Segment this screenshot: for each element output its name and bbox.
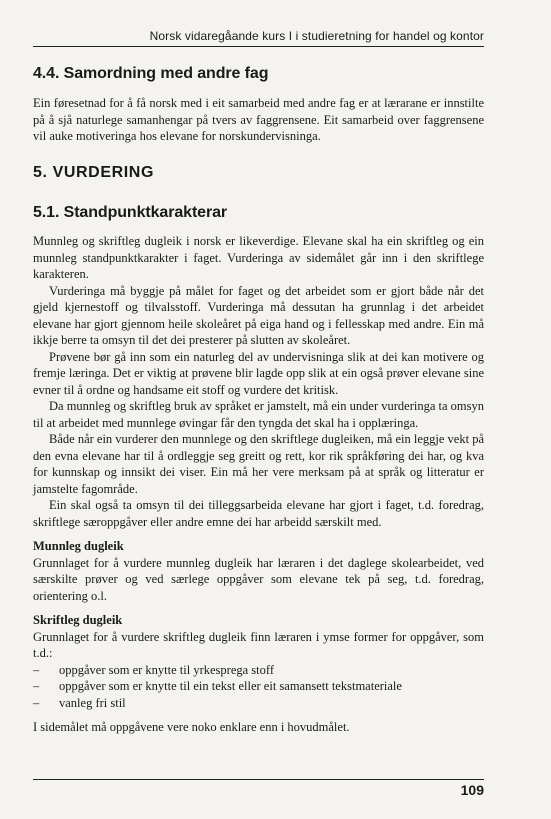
skriftleg-subheading: Skriftleg dugleik xyxy=(33,613,123,627)
paragraph: Både når ein vurderer den munnlege og den skriftlege dugleiken, må ein leggje vekt på den evna elevane har til å ordleggje seg greitt og rett, kor rik språkføring dei har, og kva for kunnskap og innsikt dei viser. Ein må her vere merksam på at språk og litteratur er jamstelte fagområde. xyxy=(33,432,484,496)
list-item: – oppgåver som er knytte til ein tekst eller eit samansett tekstmateriale xyxy=(33,679,402,693)
list-item: – vanleg fri stil xyxy=(33,695,126,710)
paragraph: Munnleg og skriftleg dugleik i norsk er likeverdige. Elevane skal ha ein skriftleg og ein munnleg standpunktkarakter i faget. Vurderinga av sidemålet går inn i den skriftlege karakteren. xyxy=(33,234,484,281)
header-rule xyxy=(33,46,484,47)
section-5-heading: 5. VURDERING xyxy=(33,164,154,181)
section-4-4-heading: 4.4. Samordning med andre fag xyxy=(33,65,269,82)
section-4-4-paragraph: Ein føresetnad for å få norsk med i eit samarbeid med andre fag er at lærarane er innstilte på å sjå naturlege samanhengar på tvers av faggrensene. Eit samarbeid over faggrensene vil auke motiveringa hos elevane for norskundervisninga. xyxy=(33,96,484,143)
paragraph: Ein skal også ta omsyn til dei tilleggsarbeida elevane har gjort i faget, t.d. foredrag, skriftlege særoppgåver eller andre emne dei har arbeidd særskilt med. xyxy=(33,498,484,529)
running-header: Norsk vidaregåande kurs I i studieretning for handel og kontor xyxy=(149,29,484,43)
footer-rule xyxy=(33,779,484,780)
list-item: – oppgåver som er knytte til yrkespregа stoff xyxy=(33,662,274,677)
closing-paragraph: I sidemålet må oppgåvene vere noko enklare enn i hovudmålet. xyxy=(33,720,350,734)
paragraph: Vurderinga må byggje på målet for faget og det arbeidet som er gjort både når det gjeld kjernestoff og tilvalsstoff. Vurderinga må dessutan ha grunnlag i det arbeidet elevane har gjort gjennom heile skoleåret på eiga hand og i fellesskap med andre. Ein må ikkje berre ta omsyn til det dei presterer på slutten av skoleåret. xyxy=(33,283,484,347)
section-5-1-heading: 5.1. Standpunktkarakterar xyxy=(33,204,228,221)
munnleg-paragraph: Grunnlaget for å vurdere munnleg dugleik har læraren i det daglege skolearbeidet, ved særskilte prøver og ved særlege oppgåver som elevane tek på seg, t.d. foredrag, orientering o.l. xyxy=(33,555,484,603)
paragraph: Da munnleg og skriftleg bruk av språket er jamstelt, må ein under vurderinga ta omsyn til at arbeidet med munnlege øvingar får den tyngda det skal ha i opplæringa. xyxy=(33,399,484,430)
paragraph: Prøvene bør gå inn som ein naturleg del av undervisninga slik at dei kan motivere og fremje læringa. Det er viktig at prøvene blir lagde opp slik at ein også prøver elevane sine evner til å ordne og handsame eit stoff og vurdere det kritisk. xyxy=(33,349,484,397)
page-number: 109 xyxy=(460,782,484,798)
munnleg-subheading: Munnleg dugleik xyxy=(33,539,124,553)
section-5-1-body xyxy=(33,233,484,736)
section-4-4-body xyxy=(33,95,484,145)
skriftleg-paragraph: Grunnlaget for å vurdere skriftleg dugleik finn læraren i ymse former for oppgåver, som t.d.: xyxy=(33,629,484,660)
